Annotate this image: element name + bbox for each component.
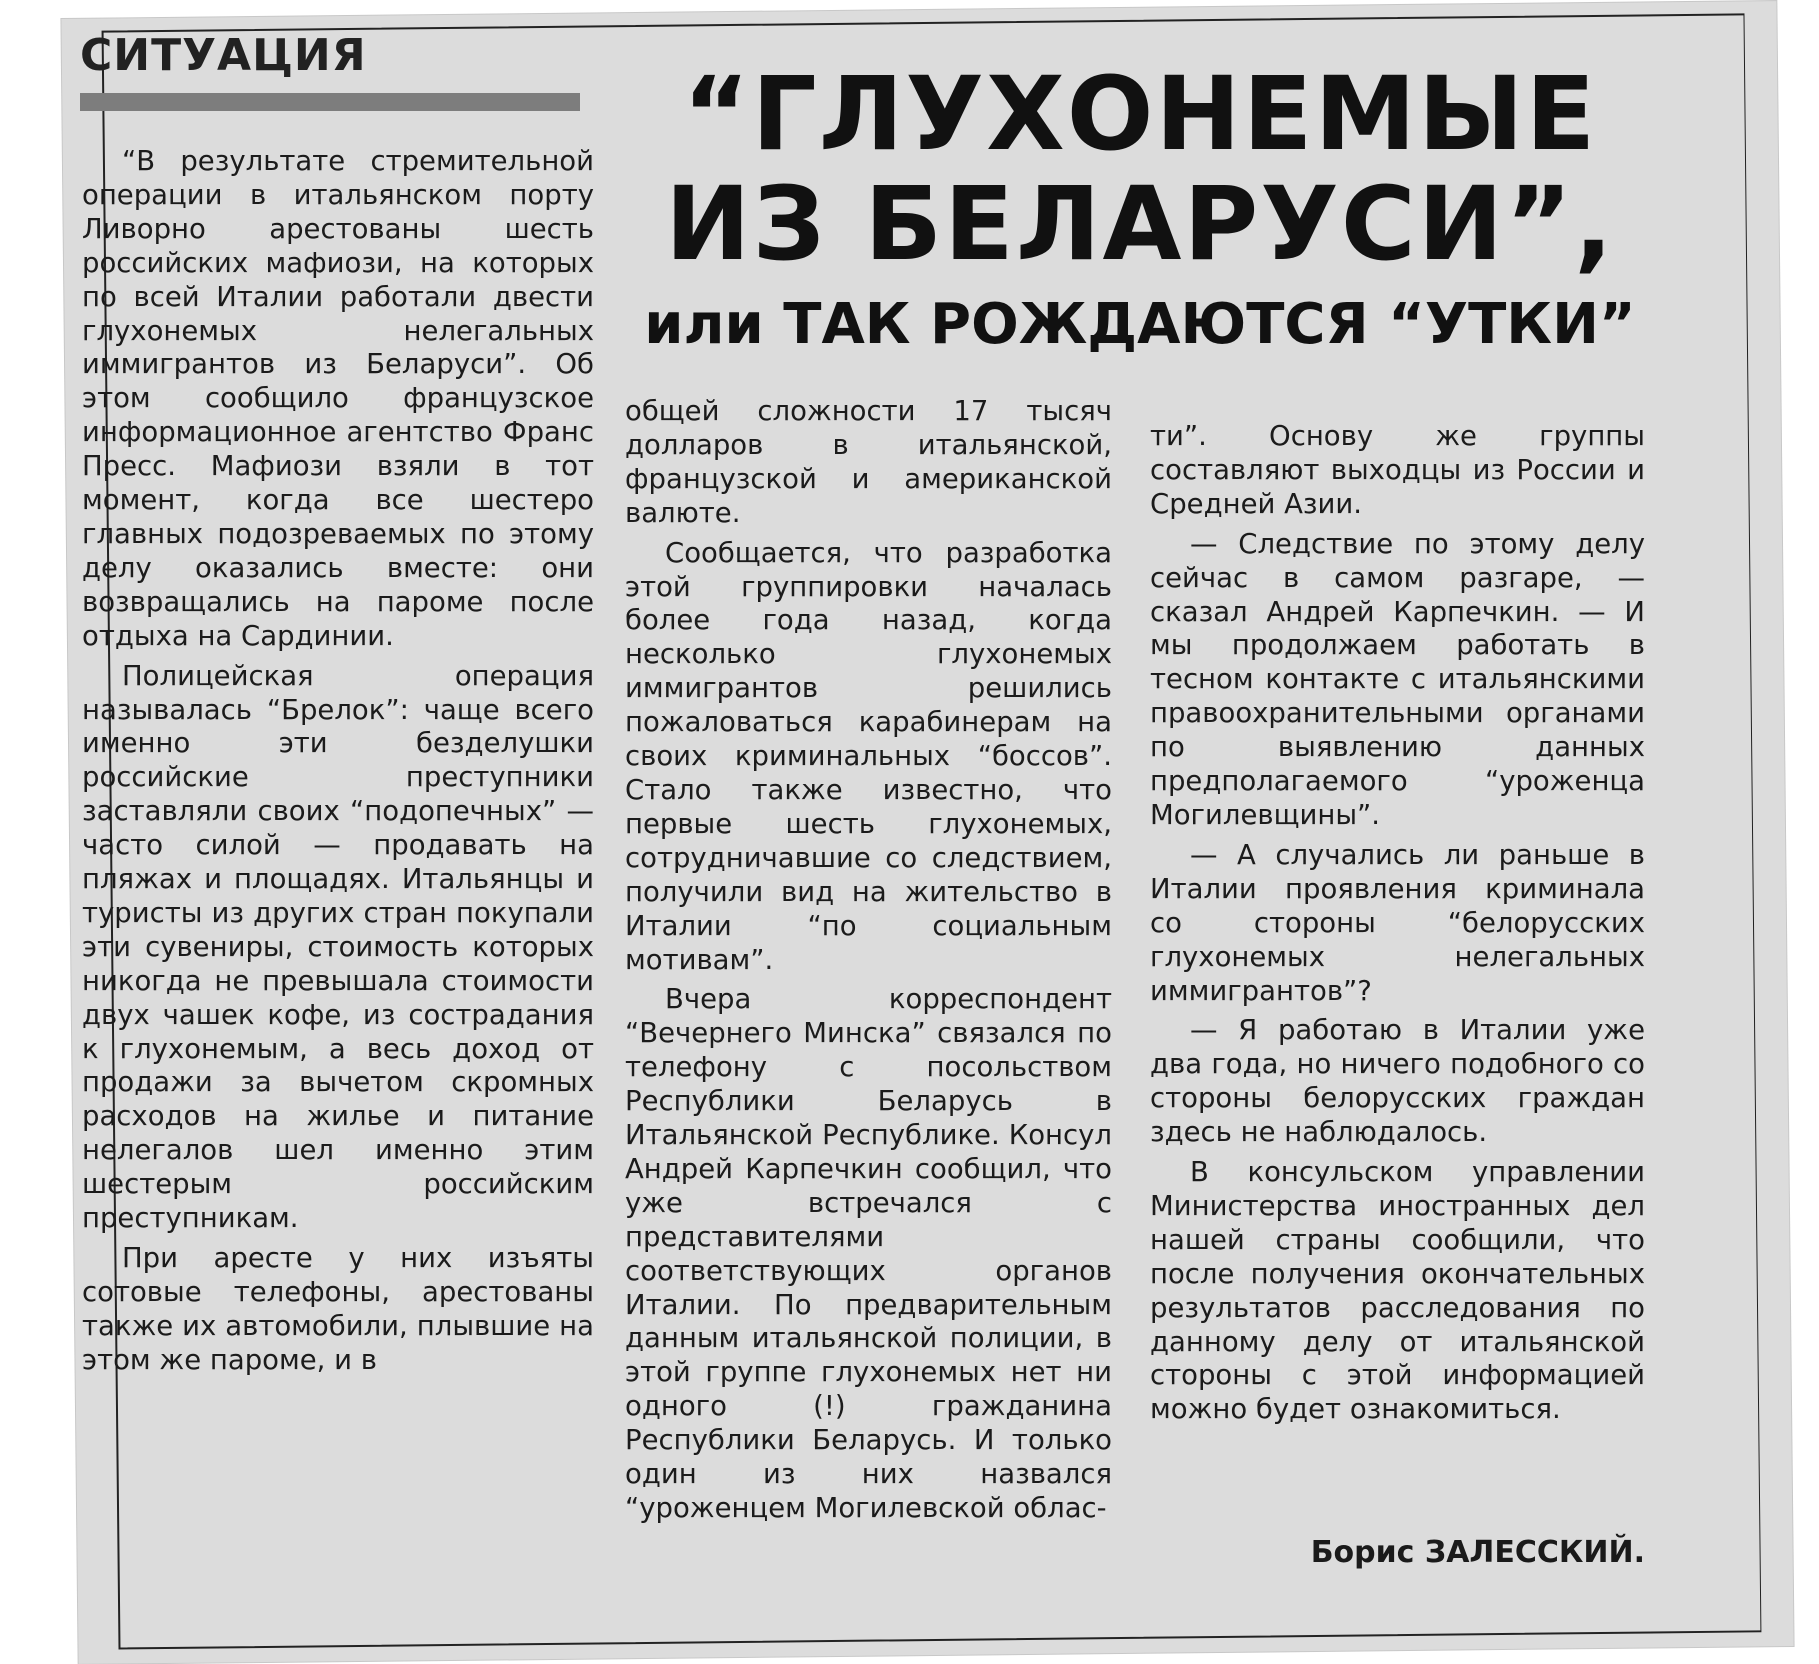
paragraph: Полицейская операция называлась “Брелок”: чаще всего именно эти безделушки российские преступники заставляли своих “подопечных” — часто силой — продавать на пляжах и площадях. Итальянцы и туристы из других стран покупали эти сувениры, стоимость которых никогда не превышала стоимости двух чашек кофе, из сострадания к глухонемым, а весь доход от продажи за вычетом скромных расходов на жилье и питание нелегалов шел именно этим шестерым российским преступникам. — [82, 659, 594, 1235]
rubric-underline-bar — [80, 93, 580, 111]
article-column-1 — [82, 145, 594, 1384]
paragraph: Сообщается, что разработка этой группировки началась более года назад, когда несколько глухонемых иммигрантов решились пожаловаться карабинерам на своих криминальных “боссов”. Стало также известно, что первые шесть глухонемых, сотрудничавшие со следствием, получили вид на жительство в Италии “по социальным мотивам”. — [625, 536, 1112, 976]
paragraph: ти”. Основу же группы составляют выходцы из России и Средней Азии. — [1150, 420, 1645, 520]
article-column-2 — [625, 395, 1112, 1532]
headline-line-1: “ГЛУХОНЕМЫЕ — [682, 55, 1598, 174]
headline-line-2: ИЗ БЕЛАРУСИ”, — [665, 165, 1615, 284]
author-signature: Борис ЗАЛЕССКИЙ. — [1310, 1535, 1645, 1570]
paragraph: — А случались ли раньше в Италии проявления криминала со стороны “белорусских глухонемых нелегальных иммигрантов”? — [1150, 838, 1645, 1007]
paragraph: В консульском управлении Министерства иностранных дел нашей страны сообщили, что после получения окончательных результатов расследования по данному делу от итальянской стороны с этой информацией можно будет ознакомиться. — [1150, 1156, 1645, 1426]
paragraph: При аресте у них изъяты сотовые телефоны, арестованы также их автомобили, плывшие на этом же пароме, и в — [82, 1242, 594, 1376]
article-column-3 — [1150, 420, 1645, 1433]
paragraph: “В результате стремительной операции в итальянском порту Ливорно арестованы шесть российских мафиози, на которых по всей Италии работали двести глухонемых нелегальных иммигрантов из Беларуси”. Об этом сообщило французское информационное агентство Франс Пресс. Мафиози взяли в тот момент, когда все шестеро главных подозреваемых по этому делу оказались вместе: они возвращались на пароме после отдыха на Сардинии. — [82, 145, 594, 652]
headline — [620, 55, 1660, 364]
paragraph: — Я работаю в Италии уже два года, но ничего подобного со стороны белорусских граждан здесь не наблюдалось. — [1150, 1014, 1645, 1149]
headline-subtitle: или ТАК РОЖДАЮТСЯ “УТКИ” — [644, 292, 1636, 357]
paragraph: общей сложности 17 тысяч долларов в итальянской, французской и американской валюте. — [625, 395, 1112, 529]
paragraph: — Следствие по этому делу сейчас в самом разгаре, — сказал Андрей Карпечкин. — И мы продолжаем работать в тесном контакте с итальянскими правоохранительными органами по выявлению данных предполагаемого “уроженца Могилевщины”. — [1150, 527, 1645, 831]
paragraph: Вчера корреспондент “Вечернего Минска” связался по телефону с посольством Республики Беларусь в Итальянской Республике. Консул Андрей Карпечкин сообщил, что уже встречался с представителями соответствующих органов Италии. По предварительным данным итальянской полиции, в этой группе глухонемых нет ни одного (!) гражданина Республики Беларусь. И только один из них назвался “уроженцем Могилевской облас- — [625, 983, 1112, 1524]
section-rubric: СИТУАЦИЯ — [80, 30, 367, 81]
